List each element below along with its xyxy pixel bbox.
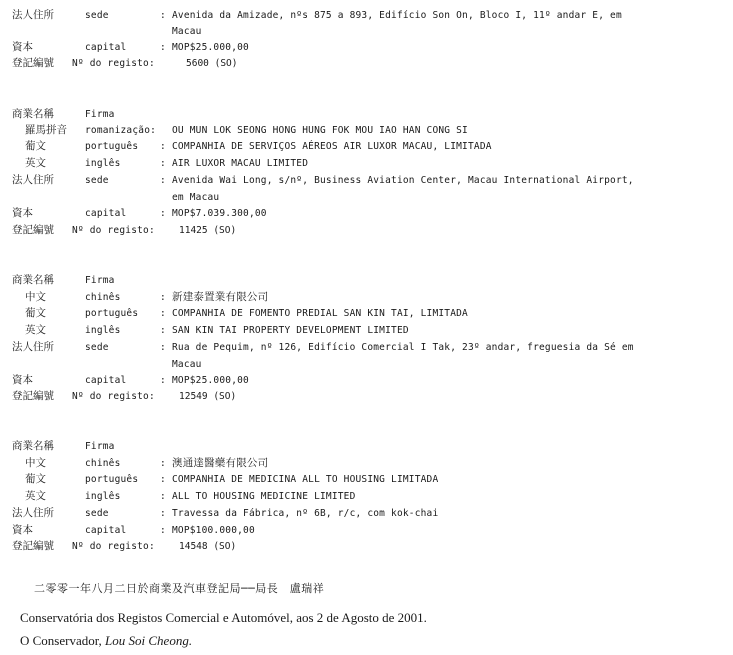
value-text: Avenida Wai Long, s/nº, Business Aviation Center, Macau International Airport, (172, 175, 634, 186)
entry-chines-row (0, 289, 733, 306)
label-zh: 資本 (12, 207, 33, 219)
label-zh: 葡文 (25, 473, 46, 485)
value-text: COMPANHIA DE FOMENTO PREDIAL SAN KIN TAI, LIMITADA (172, 308, 468, 319)
reg-label-zh: 登記編號 (12, 390, 54, 402)
colon-separator: : (160, 375, 166, 386)
label-zh: 資本 (12, 374, 33, 386)
entry-sede-row (0, 7, 733, 24)
entry-romanizacao-row (0, 122, 733, 139)
value-text: MOP$25.000,00 (172, 375, 249, 386)
value-continuation: em Macau (172, 192, 220, 203)
reg-value: 11425 (SO) (179, 225, 237, 236)
label-pt: Firma (85, 441, 115, 452)
colon-separator: : (160, 525, 166, 536)
colon-separator: : (160, 491, 166, 502)
label-zh: 葡文 (25, 140, 46, 152)
label-pt: português (85, 474, 139, 485)
colon-separator: : (160, 158, 166, 169)
footer-chinese-dateline: 二零零一年八月二日於商業及汽車登記局──局長 盧瑞祥 (34, 582, 325, 595)
label-zh: 羅馬拼音 (25, 124, 67, 136)
entry-firma-row (0, 106, 733, 123)
label-pt: capital (85, 375, 127, 386)
label-pt: português (85, 141, 139, 152)
label-pt: português (85, 308, 139, 319)
colon-separator: : (160, 325, 166, 336)
colon-separator: : (160, 474, 166, 485)
signature-name: Lou Soi Cheong. (105, 633, 193, 648)
value-text: Travessa da Fábrica, nº 6B, r/c, com kok-chai (172, 508, 439, 519)
label-pt: sede (85, 10, 109, 21)
label-pt: Firma (85, 275, 115, 286)
value-text: COMPANHIA DE MEDICINA ALL TO HOUSING LIMITADA (172, 474, 439, 485)
entry-firma-row (0, 272, 733, 289)
reg-value: 14548 (SO) (179, 541, 237, 552)
colon-separator: : (160, 141, 166, 152)
label-zh: 法人住所 (12, 9, 54, 21)
entry-registo-row (0, 538, 733, 555)
label-pt: capital (85, 208, 127, 219)
colon-separator: : (160, 508, 166, 519)
footer-signature (20, 633, 192, 649)
label-pt: chinês (85, 458, 121, 469)
label-pt: romanização: (85, 125, 157, 136)
value-text: MOP$25.000,00 (172, 42, 249, 53)
entry-capital-row (0, 372, 733, 389)
entry-sede-continuation (0, 189, 733, 206)
colon-separator: : (160, 175, 166, 186)
label-zh: 葡文 (25, 307, 46, 319)
label-zh: 商業名稱 (12, 440, 54, 452)
label-pt: chinês (85, 292, 121, 303)
entry-ingles-row (0, 488, 733, 505)
reg-label-zh: 登記編號 (12, 224, 54, 236)
entry-chines-row (0, 455, 733, 472)
label-pt: sede (85, 508, 109, 519)
label-pt: inglês (85, 158, 121, 169)
value-text: MOP$7.039.300,00 (172, 208, 267, 219)
colon-separator: : (160, 42, 166, 53)
value-text: SAN KIN TAI PROPERTY DEVELOPMENT LIMITED (172, 325, 409, 336)
colon-separator: : (160, 292, 166, 303)
colon-separator: : (160, 10, 166, 21)
colon-separator: : (160, 458, 166, 469)
reg-label-pt: Nº do registo: (72, 391, 155, 402)
reg-label-pt: Nº do registo: (72, 58, 155, 69)
entry-registo-row (0, 388, 733, 405)
entry-sede-continuation (0, 356, 733, 373)
label-pt: Firma (85, 109, 115, 120)
label-zh: 資本 (12, 524, 33, 536)
label-zh: 資本 (12, 41, 33, 53)
colon-separator: : (160, 342, 166, 353)
entry-portugues-row (0, 138, 733, 155)
reg-value: 5600 (SO) (186, 58, 238, 69)
value-text: OU MUN LOK SEONG HONG HUNG FOK MOU IAO HAN CONG SI (172, 125, 468, 136)
reg-value: 12549 (SO) (179, 391, 237, 402)
value-text: AIR LUXOR MACAU LIMITED (172, 158, 309, 169)
label-zh: 中文 (25, 457, 46, 469)
label-zh: 法人住所 (12, 174, 54, 186)
entry-capital-row (0, 39, 733, 56)
value-text: 新建泰置業有限公司 (172, 291, 269, 303)
entry-firma-row (0, 438, 733, 455)
label-pt: inglês (85, 491, 121, 502)
label-zh: 英文 (25, 324, 46, 336)
label-zh: 英文 (25, 157, 46, 169)
value-text: Rua de Pequim, nº 126, Edifício Comercial I Tak, 23º andar, freguesia da Sé em (172, 342, 634, 353)
label-zh: 中文 (25, 291, 46, 303)
entry-registo-row (0, 55, 733, 72)
entry-sede-row (0, 172, 733, 189)
entry-capital-row (0, 205, 733, 222)
label-zh: 法人住所 (12, 341, 54, 353)
label-pt: inglês (85, 325, 121, 336)
value-text: COMPANHIA DE SERVIÇOS AÉREOS AIR LUXOR MACAU, LIMITADA (172, 141, 492, 152)
label-pt: capital (85, 42, 127, 53)
label-pt: sede (85, 175, 109, 186)
signature-prefix: O Conservador, (20, 633, 102, 648)
entry-sede-row (0, 505, 733, 522)
label-zh: 商業名稱 (12, 274, 54, 286)
footer-portuguese-dateline: Conservatória dos Registos Comercial e Automóvel, aos 2 de Agosto de 2001. (20, 610, 427, 625)
value-continuation: Macau (172, 26, 202, 37)
label-zh: 法人住所 (12, 507, 54, 519)
label-zh: 英文 (25, 490, 46, 502)
entry-capital-row (0, 522, 733, 539)
reg-label-zh: 登記編號 (12, 540, 54, 552)
entry-ingles-row (0, 155, 733, 172)
entry-sede-row (0, 339, 733, 356)
colon-separator: : (160, 308, 166, 319)
entry-portugues-row (0, 305, 733, 322)
value-text: 澳通達醫藥有限公司 (172, 457, 269, 469)
reg-label-zh: 登記編號 (12, 57, 54, 69)
entry-ingles-row (0, 322, 733, 339)
value-continuation: Macau (172, 359, 202, 370)
entry-sede-continuation (0, 23, 733, 40)
reg-label-pt: Nº do registo: (72, 225, 155, 236)
label-pt: sede (85, 342, 109, 353)
label-zh: 商業名稱 (12, 108, 54, 120)
reg-label-pt: Nº do registo: (72, 541, 155, 552)
entry-portugues-row (0, 471, 733, 488)
label-pt: capital (85, 525, 127, 536)
entry-registo-row (0, 222, 733, 239)
value-text: ALL TO HOUSING MEDICINE LIMITED (172, 491, 356, 502)
colon-separator: : (160, 208, 166, 219)
value-text: Avenida da Amizade, nºs 875 a 893, Edifício Son On, Bloco I, 11º andar E, em (172, 10, 622, 21)
value-text: MOP$100.000,00 (172, 525, 255, 536)
